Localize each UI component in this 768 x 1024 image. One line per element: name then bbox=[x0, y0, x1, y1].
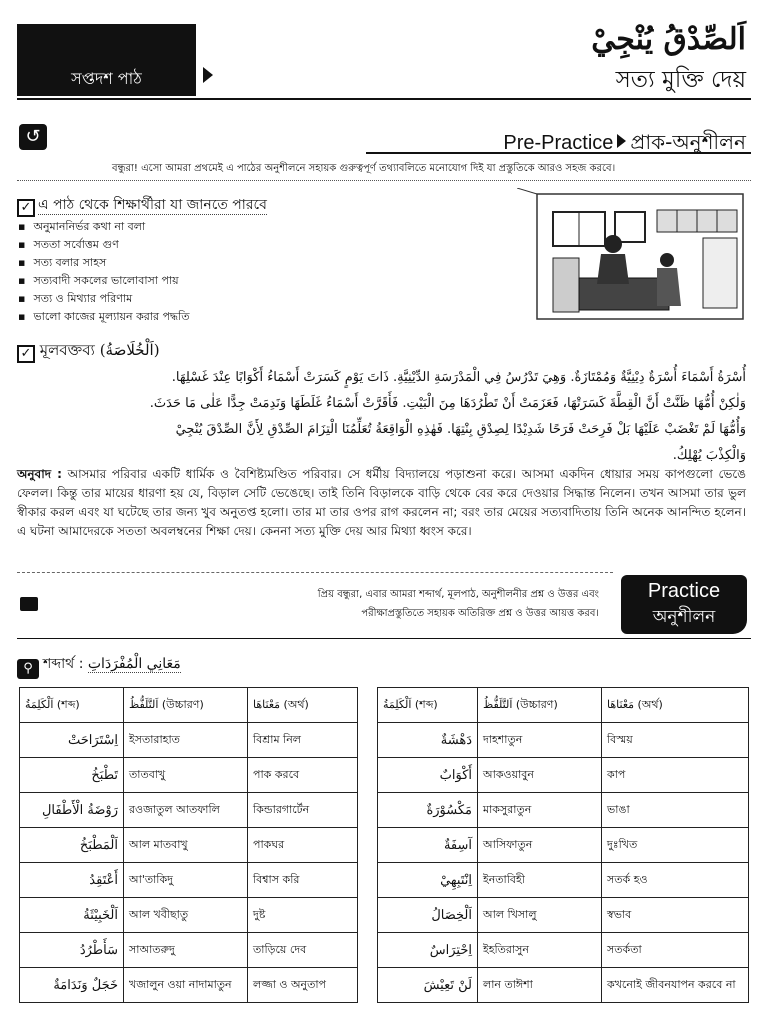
table-row bbox=[20, 723, 358, 758]
meaning-cell: দুষ্ট bbox=[248, 898, 358, 933]
table-row bbox=[378, 793, 749, 828]
meaning-cell: সতর্ক হও bbox=[602, 863, 749, 898]
list-item: ▪ ভালো কাজের মূল্যায়ন করার পদ্ধতি bbox=[18, 308, 190, 326]
list-item: ▪ সত্য বলার সাহস bbox=[18, 254, 190, 272]
table-row bbox=[20, 933, 358, 968]
pre-practice-heading-bn: প্রাক-অনুশীলন bbox=[630, 130, 746, 154]
pronunciation-cell: ইনতাবিহী bbox=[478, 863, 602, 898]
meaning-cell: পাক করবে bbox=[248, 758, 358, 793]
column-header-ar: اَلتَّلَفُّظُ bbox=[483, 697, 513, 711]
meaning-cell: কখনোই জীবনযাপন করবে না bbox=[602, 968, 749, 1003]
list-item: ▪ সত্যবাদী সকলের ভালোবাসা পায় bbox=[18, 272, 190, 290]
word-cell: آسِفَةٌ bbox=[378, 828, 478, 863]
column-header-ar: مَعْنَاهَا bbox=[607, 697, 635, 711]
column-header bbox=[124, 688, 248, 723]
list-item: ▪ সততা সর্বোত্তম গুণ bbox=[18, 236, 190, 254]
column-header-ar: اَلْكَلِمَةُ bbox=[383, 697, 412, 711]
arabic-line: وَلٰكِنْ أُمُّهَا ظَنَّتْ أَنَّ الْقِطَّةَ كَسَرَتْهَا، فَعَزَمَتْ أَنْ تَطْرُدَهَا مِنَ الْبَيْتِ. فَأَقَرَّتْ أَسْمَاءُ غَلَطَهَا وَنَدِمَتْ جِدًّا عَلٰى مَا حَدَثَ. bbox=[149, 396, 746, 411]
pre-practice-intro: বন্ধুরা! এসো আমরা প্রথমেই এ পাঠের অনুশীলনে সহায়ক গুরুত্বপূর্ণ তথ্যাবলিতে মনোযোগ দিই যা প্রস্তুতিকে আরও সহজ করবে। bbox=[112, 163, 616, 174]
table-row bbox=[378, 968, 749, 1003]
practice-intro-line: পরীক্ষাপ্রস্তুতিতে সহায়ক অতিরিক্ত প্রশ্ন ও উত্তর আয়ত্ত করব। bbox=[361, 608, 599, 619]
table-header-row bbox=[378, 688, 749, 723]
arrow-icon bbox=[203, 67, 213, 83]
pronunciation-cell: আসিফাতুন bbox=[478, 828, 602, 863]
column-header-bn: (শব্দ) bbox=[414, 697, 438, 711]
pronunciation-cell: খজালুন ওয়া নাদামাতুন bbox=[124, 968, 248, 1003]
word-cell: اِحْتِرَاسٌ bbox=[378, 933, 478, 968]
meaning-cell: বিস্ময় bbox=[602, 723, 749, 758]
practice-label-en: Practice bbox=[647, 580, 721, 602]
checkbox-icon: ✓ bbox=[17, 199, 35, 217]
meaning-cell: পাকঘর bbox=[248, 828, 358, 863]
column-header-bn: (উচ্চারণ) bbox=[161, 697, 204, 711]
objectives-heading bbox=[17, 193, 267, 217]
pronunciation-cell: তাতবাখু bbox=[124, 758, 248, 793]
table-row bbox=[20, 758, 358, 793]
practice-label-bn: অনুশীলন bbox=[652, 607, 716, 627]
meaning-cell: স্বভাব bbox=[602, 898, 749, 933]
vocabulary-heading bbox=[17, 652, 181, 679]
word-cell: أَعْتَقِدُ bbox=[20, 863, 124, 898]
objectives-list bbox=[18, 218, 190, 326]
pre-practice-icon: ↺ bbox=[19, 124, 47, 150]
word-cell: خَجَلٌ وَنَدَامَةٌ bbox=[20, 968, 124, 1003]
meaning-cell: বিশ্বাস করি bbox=[248, 863, 358, 898]
translation-paragraph bbox=[17, 465, 746, 541]
vocabulary-heading-ar: مَعَانِي الْمُفْرَدَاتِ bbox=[87, 656, 181, 672]
dashed-divider bbox=[17, 572, 613, 573]
lesson-label: সপ্তদশ পাঠ bbox=[71, 69, 142, 88]
pronunciation-cell: আল খবীছাতু bbox=[124, 898, 248, 933]
word-cell: لَنْ تَعِيْشَ bbox=[378, 968, 478, 1003]
magnifier-icon: ⚲ bbox=[17, 659, 39, 679]
word-cell: اِنْتَبِهِيْ bbox=[378, 863, 478, 898]
meaning-cell: বিশ্রাম নিল bbox=[248, 723, 358, 758]
table-row bbox=[20, 968, 358, 1003]
pre-practice-underline bbox=[366, 152, 751, 154]
header-divider bbox=[17, 98, 751, 100]
meaning-cell: দুঃখিত bbox=[602, 828, 749, 863]
summary-arabic-text bbox=[17, 365, 746, 469]
table-row bbox=[20, 863, 358, 898]
column-header-bn: (উচ্চারণ) bbox=[515, 697, 558, 711]
column-header-bn: (অর্থ) bbox=[283, 697, 309, 711]
word-cell: اَلْمَطْبَخُ bbox=[20, 828, 124, 863]
meaning-cell: ভাঙা bbox=[602, 793, 749, 828]
arabic-line: أُسْرَةُ أَسْمَاءَ أُسْرَةٌ دِيْنِيَّةٌ وَمُمْتَازَةٌ. وَهِيَ تَدْرُسُ فِي الْمَدْرَسَةِ الدِّيْنِيَّةِ. ذَاتَ يَوْمٍ كَسَرَتْ أَسْمَاءُ أَكْوَابًا عِنْدَ غَسْلِهَا. bbox=[171, 370, 746, 385]
word-cell: رَوْضَةُ الْأَطْفَالِ bbox=[20, 793, 124, 828]
pronunciation-cell: সাআতরুদু bbox=[124, 933, 248, 968]
column-header bbox=[20, 688, 124, 723]
table-row bbox=[378, 723, 749, 758]
pronunciation-cell: দাহশাতুন bbox=[478, 723, 602, 758]
table-row bbox=[378, 758, 749, 793]
table-row bbox=[20, 793, 358, 828]
table-row bbox=[378, 863, 749, 898]
table-row bbox=[378, 933, 749, 968]
table-row bbox=[378, 898, 749, 933]
vocabulary-heading-bn: শব্দার্থ : bbox=[43, 656, 84, 672]
pronunciation-cell: আকওয়াবুন bbox=[478, 758, 602, 793]
meaning-cell: সতর্কতা bbox=[602, 933, 749, 968]
column-header-bn: (অর্থ) bbox=[637, 697, 663, 711]
vocabulary-table-right bbox=[377, 687, 749, 1003]
word-cell: أَكْوَابٌ bbox=[378, 758, 478, 793]
checkbox-icon: ✓ bbox=[17, 345, 35, 363]
meaning-cell: কিন্ডারগার্টেন bbox=[248, 793, 358, 828]
meaning-cell: কাপ bbox=[602, 758, 749, 793]
table-row bbox=[378, 828, 749, 863]
word-cell: اَلْخَبِيْثَةُ bbox=[20, 898, 124, 933]
practice-intro-line: প্রিয় বন্ধুরা, এবার আমরা শব্দার্থ, মূলপাঠ, অনুশীলনীর প্রশ্ন ও উত্তর এবং bbox=[317, 589, 599, 600]
summary-heading bbox=[17, 339, 160, 364]
summary-heading-ar: (اَلْخُلَاصَةُ) bbox=[99, 341, 160, 359]
word-cell: اِسْتَرَاحَتْ bbox=[20, 723, 124, 758]
list-item: ▪ সত্য ও মিথ্যার পরিণাম bbox=[18, 290, 190, 308]
pronunciation-cell: ইসতারাহাত bbox=[124, 723, 248, 758]
pronunciation-cell: আ'তাকিদু bbox=[124, 863, 248, 898]
meaning-cell: লজ্জা ও অনুতাপ bbox=[248, 968, 358, 1003]
column-header-ar: اَلْكَلِمَةُ bbox=[25, 697, 54, 711]
word-cell: اَلْخِصَالُ bbox=[378, 898, 478, 933]
lesson-title-arabic: اَلصِّدْقُ يُنْجِيْ bbox=[591, 22, 746, 57]
column-header bbox=[478, 688, 602, 723]
practice-intro bbox=[184, 585, 599, 623]
meaning-cell: তাড়িয়ে দেব bbox=[248, 933, 358, 968]
translation-label: অনুবাদ : bbox=[17, 467, 62, 481]
kitchen-illustration bbox=[517, 188, 747, 325]
pronunciation-cell: আল মাতবাখু bbox=[124, 828, 248, 863]
triangle-icon bbox=[617, 134, 626, 148]
practice-marker-icon bbox=[20, 597, 38, 611]
practice-divider bbox=[17, 638, 751, 639]
list-item: ▪ অনুমাননির্ভর কথা না বলা bbox=[18, 218, 190, 236]
word-cell: مَكْسُوْرَةٌ bbox=[378, 793, 478, 828]
word-cell: سَأَطْرُدُ bbox=[20, 933, 124, 968]
vocabulary-table-left bbox=[19, 687, 358, 1003]
summary-heading-bn: মূলবক্তব্য bbox=[39, 341, 95, 359]
arabic-line: وَالْكِذْبَ يُهْلِكُ. bbox=[672, 448, 746, 463]
pronunciation-cell: মাকসুরাতুন bbox=[478, 793, 602, 828]
column-header-bn: (শব্দ) bbox=[56, 697, 80, 711]
lesson-title-bengali: সত্য মুক্তি দেয় bbox=[615, 67, 746, 93]
column-header bbox=[248, 688, 358, 723]
column-header-ar: مَعْنَاهَا bbox=[253, 697, 281, 711]
column-header bbox=[378, 688, 478, 723]
translation-text: আসমার পরিবার একটি ধার্মিক ও বৈশিষ্ট্যমণ্ডিত পরিবার। সে ধর্মীয় বিদ্যালয়ে পড়াশুনা করে। আসমা একদিন ধোয়ার সময় কাপগুলো ভেঙে ফেলল। কিন্তু তার মায়ের ধারণা হয় যে, বিড়াল সেটি ভেঙেছে। তাই তিনি বিড়ালকে বাড়ি থেকে বের করে দেওয়ার সিদ্ধান্ত নিলেন। তখন আসমা তার ভুল স্বীকার করল এবং যা ঘটেছে তার জন্য খুব অনুতপ্ত হলো। তার মা তার ওপর রাগ করলেন না; বরং তার মেয়ের সত্যবাদিতায় তিনি অনেক আনন্দিত হলেন। এ ঘটনা আমাদেরকে সততা অবলম্বনের শিক্ষা দেয়। কেননা সত্য মুক্তি দেয় আর মিথ্যা ধ্বংস করে। bbox=[17, 467, 746, 538]
arabic-line: وَأُمُّهَا لَمْ تَغْضَبْ عَلَيْهَا بَلْ فَرِحَتْ فَرَحًا شَدِيْدًا لِصِدْقِ بِنْتِهَا. فَهٰذِهِ الْوَاقِعَةُ تُعَلِّمُنَا الْتِزَامَ الصِّدْقِ لِأَنَّ الصِّدْقَ يُنْجِيْ bbox=[175, 422, 746, 437]
column-header bbox=[602, 688, 749, 723]
table-header-row bbox=[20, 688, 358, 723]
table-row bbox=[20, 898, 358, 933]
word-cell: تَطْبَخُ bbox=[20, 758, 124, 793]
pronunciation-cell: লান তাঈশা bbox=[478, 968, 602, 1003]
dotted-divider bbox=[17, 180, 751, 181]
objectives-heading-text: এ পাঠ থেকে শিক্ষার্থীরা যা জানতে পারবে bbox=[38, 197, 267, 213]
practice-badge bbox=[621, 575, 747, 634]
pronunciation-cell: আল খিসালু bbox=[478, 898, 602, 933]
column-header-ar: اَلتَّلَفُّظُ bbox=[129, 697, 159, 711]
pre-practice-heading bbox=[503, 128, 746, 161]
word-cell: دَهْشَةٌ bbox=[378, 723, 478, 758]
pre-practice-heading-en: Pre-Practice bbox=[503, 132, 614, 154]
pronunciation-cell: রওজাতুল আতফালি bbox=[124, 793, 248, 828]
pronunciation-cell: ইহতিরাসুন bbox=[478, 933, 602, 968]
table-row bbox=[20, 828, 358, 863]
